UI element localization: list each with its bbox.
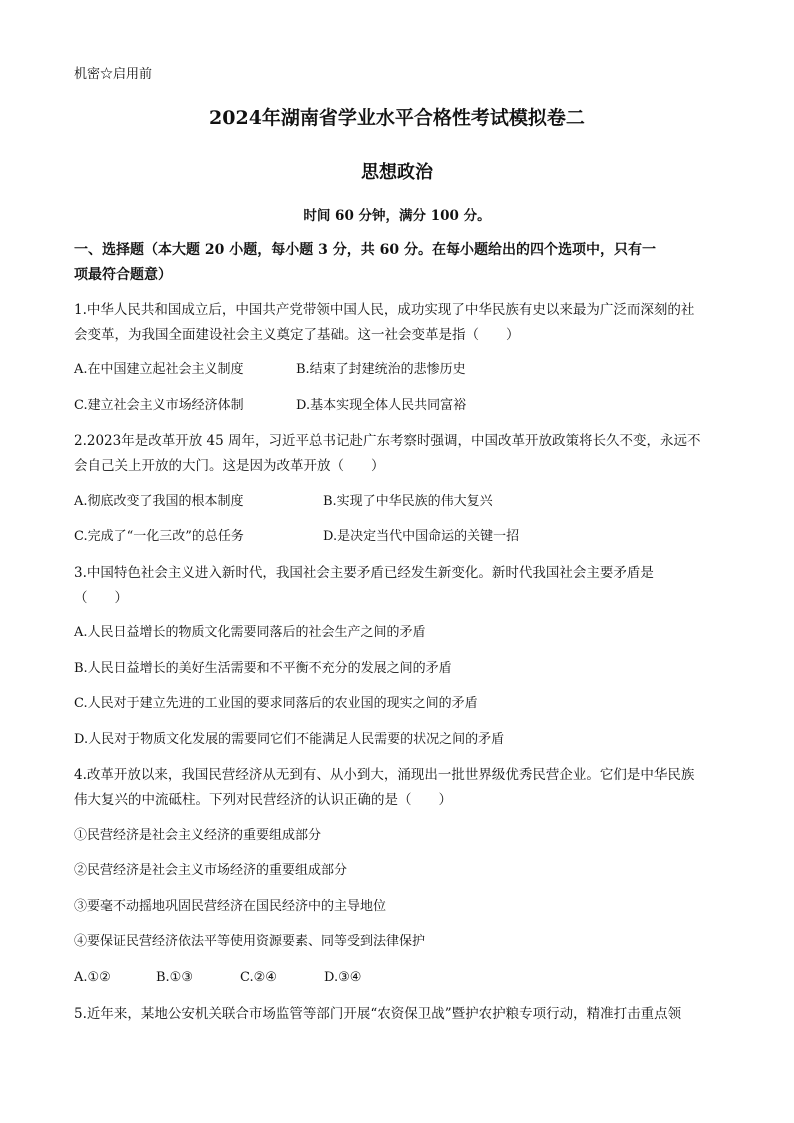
question-2-stem: 2.2023年是改革开放 45 周年，习近平总书记赴广东考察时强调，中国改革开放政策将长久不变，永远不	[74, 433, 701, 449]
subject-title: 思想政治	[361, 162, 433, 183]
question-3-option-b: B.人民日益增长的美好生活需要和不平衡不充分的发展之间的矛盾	[74, 661, 452, 676]
section-heading-cont: 项最符合题意）	[74, 267, 172, 283]
question-4-stem-cont: 伟大复兴的中流砥柱。下列对民营经济的认识正确的是（ ）	[74, 792, 452, 808]
question-2-option-a: A.彻底改变了我国的根本制度	[74, 494, 244, 509]
question-4-stem: 4.改革开放以来，我国民营经济从无到有、从小到大，涌现出一批世界级优秀民营企业。它们是中华民族	[74, 767, 695, 783]
question-4-option-a: A.①②	[74, 970, 111, 985]
question-4-statement-1: ①民营经济是社会主义经济的重要组成部分	[74, 828, 322, 843]
section-heading: 一、选择题（本大题 20 小题，每小题 3 分，共 60 分。在每小题给出的四个选项中，只有一	[74, 242, 656, 258]
question-1-option-b: B.结束了封建统治的悲惨历史	[296, 362, 466, 377]
question-4-option-c: C.②④	[240, 970, 277, 985]
confidential-label: 机密☆启用前	[74, 67, 153, 82]
question-1-option-d: D.基本实现全体人民共同富裕	[296, 398, 467, 413]
question-2-option-b: B.实现了中华民族的伟大复兴	[323, 494, 493, 509]
question-3-option-c: C.人民对于建立先进的工业国的要求同落后的农业国的现实之间的矛盾	[74, 696, 478, 711]
question-4-statement-2: ②民营经济是社会主义市场经济的重要组成部分	[74, 863, 348, 878]
question-4-option-b: B.①③	[156, 970, 193, 985]
question-3-option-a: A.人民日益增长的物质文化需要同落后的社会生产之间的矛盾	[74, 625, 426, 640]
question-2-option-d: D.是决定当代中国命运的关键一招	[323, 529, 520, 544]
question-2-stem-cont: 会自己关上开放的大门。这是因为改革开放（ ）	[74, 458, 385, 474]
exam-title: 2024年湖南省学业水平合格性考试模拟卷二	[209, 107, 585, 129]
question-3-stem-cont: （ ）	[74, 590, 128, 606]
question-1-stem-cont: 会变革，为我国全面建设社会主义奠定了基础。这一社会变革是指（ ）	[74, 327, 520, 343]
question-1-option-a: A.在中国建立起社会主义制度	[74, 362, 244, 377]
question-1-stem: 1.中华人民共和国成立后，中国共产党带领中国人民，成功实现了中华民族有史以来最为广泛而深刻的社	[74, 302, 695, 318]
question-1-option-c: C.建立社会主义市场经济体制	[74, 398, 244, 413]
question-2-option-c: C.完成了“一化三改”的总任务	[74, 529, 244, 544]
question-3-option-d: D.人民对于物质文化发展的需要同它们不能满足人民需要的状况之间的矛盾	[74, 732, 505, 747]
question-5-stem: 5.近年来，某地公安机关联合市场监管等部门开展“农资保卫战”暨护农护粮专项行动，精准打击重点领	[74, 1006, 682, 1022]
question-4-statement-3: ③要毫不动摇地巩固民营经济在国民经济中的主导地位	[74, 899, 387, 914]
question-4-option-d: D.③④	[324, 970, 362, 985]
question-3-stem: 3.中国特色社会主义进入新时代，我国社会主要矛盾已经发生新变化。新时代我国社会主要矛盾是	[74, 565, 654, 581]
question-4-statement-4: ④要保证民营经济依法平等使用资源要素、同等受到法律保护	[74, 934, 426, 949]
time-note: 时间 60 分钟，满分 100 分。	[303, 208, 491, 224]
